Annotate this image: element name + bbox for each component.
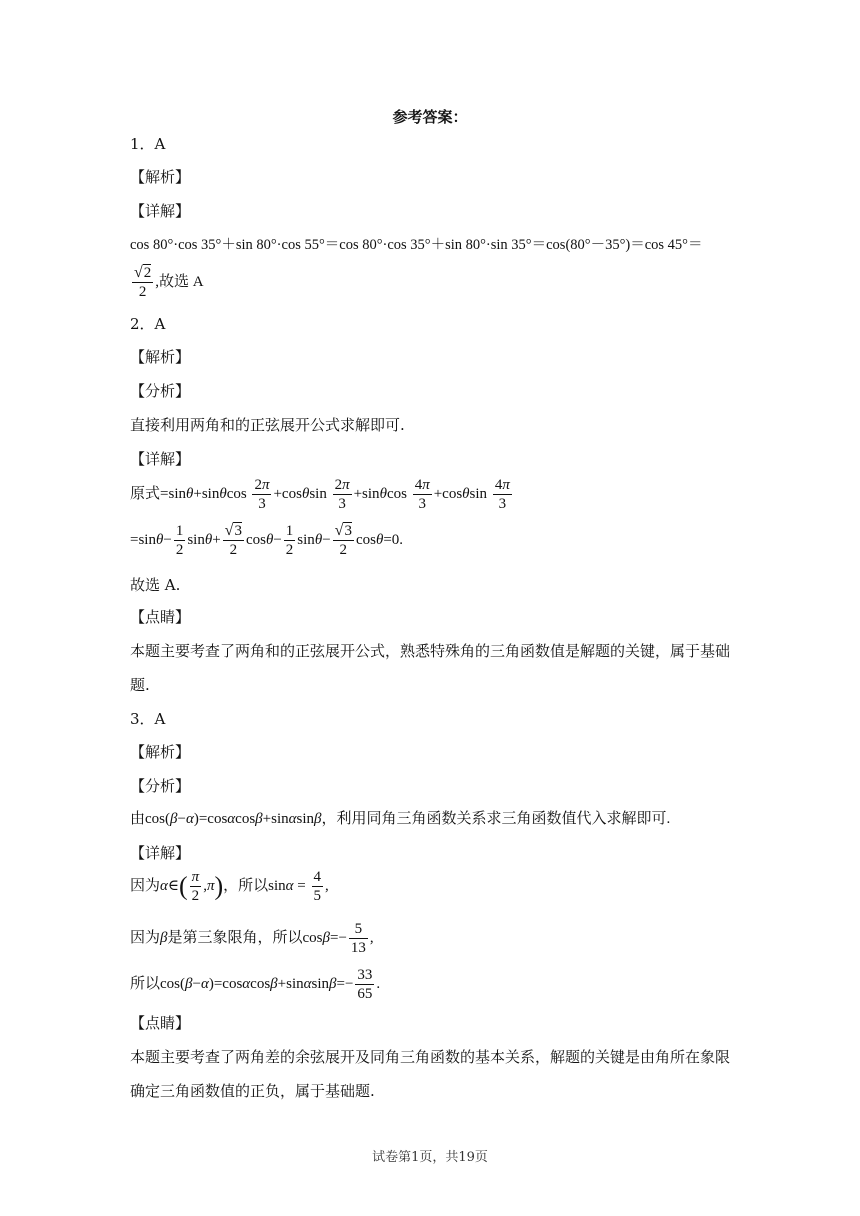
q2-fenxi-text: 直接利用两角和的正弦展开公式求解即可. <box>130 416 405 434</box>
q3-jiexi-heading: 【解析】 <box>130 743 191 761</box>
q2-conclusion: 故选 A. <box>130 576 181 594</box>
q3-fenxi-heading: 【分析】 <box>130 777 191 795</box>
q3-number: 3．A <box>130 710 166 728</box>
q1-jiexi-heading: 【解析】 <box>130 168 191 186</box>
q2-dianjing-text-1: 本题主要考查了两角和的正弦展开公式，熟悉特殊角的三角函数值是解题的关键，属于基础 <box>130 642 731 660</box>
q2-equation-line1: 原式=sinθ+sinθcos $\frac{2\pi}{3}$ +cosθsin $\frac{2\pi}{3}$ +sinθcos $\frac{4\pi}{3}$ +cosθsin $\frac{4\pi}{3}$ <box>130 477 510 512</box>
q2-number: 2．A <box>130 315 166 333</box>
q3-dianjing-heading: 【点睛】 <box>130 1014 191 1032</box>
q3-detail-line3: 所以cos(β−α)=cosαcosβ+sinαsinβ=− $\frac{33}{65}$ . <box>130 967 381 1002</box>
q3-dianjing-text-2: 确定三角函数值的正负，属于基础题. <box>130 1082 375 1100</box>
page-title: 参考答案： <box>392 108 468 126</box>
page-footer: 试卷第1页，共19页 <box>372 1150 488 1165</box>
q2-dianjing-heading: 【点睛】 <box>130 608 191 626</box>
q3-detail-line1: 因为α∈( $\frac{\pi}{2}$ ,π)，所以sinα = $\frac{4}{5}$ , <box>130 869 329 904</box>
q2-fenxi-heading: 【分析】 <box>130 382 191 400</box>
q3-xiangjie-heading: 【详解】 <box>130 844 191 862</box>
q2-jiexi-heading: 【解析】 <box>130 348 191 366</box>
q3-detail-line2: 因为β是第三象限角，所以cosβ=− $\frac{5}{13}$ , <box>130 921 374 956</box>
q2-xiangjie-heading: 【详解】 <box>130 450 191 468</box>
q1-result-line <box>130 264 204 301</box>
q1-number: 1．A <box>130 135 166 153</box>
q2-dianjing-text-2: 题. <box>130 676 150 694</box>
q1-fraction: $\frac{√2}{2}$ <box>134 264 152 300</box>
q3-fenxi-text: 由cos(β−α)=cosαcosβ+sinαsinβ，利用同角三角函数关系求三角函数值代入求解即可. <box>130 811 671 827</box>
q1-formula-line: cos 80°·cos 35°＋sin 80°·cos 55°＝cos 80°·cos 35°＋sin 80°·sin 35°＝cos(80°－35°)＝cos 45°＝ <box>130 237 703 253</box>
q1-xiangjie-heading: 【详解】 <box>130 202 191 220</box>
q2-equation-line2: =sinθ− $\frac{1}{2}$ sinθ+ $\frac{√3}{2}$ cosθ− $\frac{1}{2}$ sinθ− $\frac{√3}{2}$ cosθ=0. <box>130 522 404 558</box>
q1-conclusion: ,故选 A <box>155 273 204 290</box>
q3-dianjing-text-1: 本题主要考查了两角差的余弦展开及同角三角函数的基本关系，解题的关键是由角所在象限 <box>130 1048 731 1066</box>
